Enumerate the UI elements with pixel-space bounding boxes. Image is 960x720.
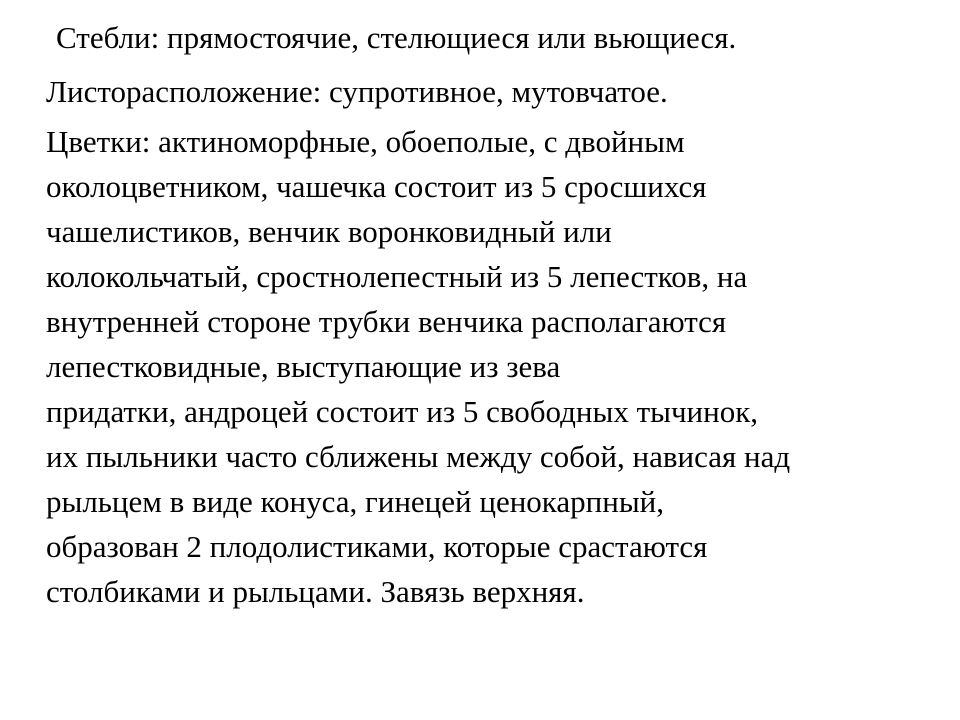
text-line-flowers-1: Цветки: актиноморфные, обоеполые, с двойным: [46, 124, 685, 159]
text-line-flowers-3: чашелистиков, венчик воронковидный или: [46, 214, 612, 249]
text-line-stems: Стебли: прямостоячие, стелющиеся или вьющиеся.: [56, 20, 737, 55]
text-line-flowers-7: придатки, андроцей состоит из 5 свободных тычинок,: [46, 394, 759, 429]
text-line-leaf-arrangement: Листорасположение: супротивное, мутовчатое.: [46, 74, 668, 109]
text-line-flowers-8: их пыльники часто сближены между собой, нависая над: [46, 439, 791, 474]
text-line-flowers-4: колокольчатый, сростнолепестный из 5 лепестков, на: [46, 259, 748, 294]
text-line-flowers-9: рыльцем в виде конуса, гинецей ценокарпный,: [46, 484, 665, 519]
text-line-flowers-11: столбиками и рыльцами. Завязь верхняя.: [46, 574, 585, 609]
text-line-flowers-5: внутренней стороне трубки венчика располагаются: [46, 304, 727, 339]
text-line-flowers-2: околоцветником, чашечка состоит из 5 сросшихся: [46, 169, 707, 204]
text-line-flowers-6: лепестковидные, выступающие из зева: [46, 349, 561, 384]
text-line-flowers-10: образован 2 плодолистиками, которые срастаются: [46, 529, 708, 564]
